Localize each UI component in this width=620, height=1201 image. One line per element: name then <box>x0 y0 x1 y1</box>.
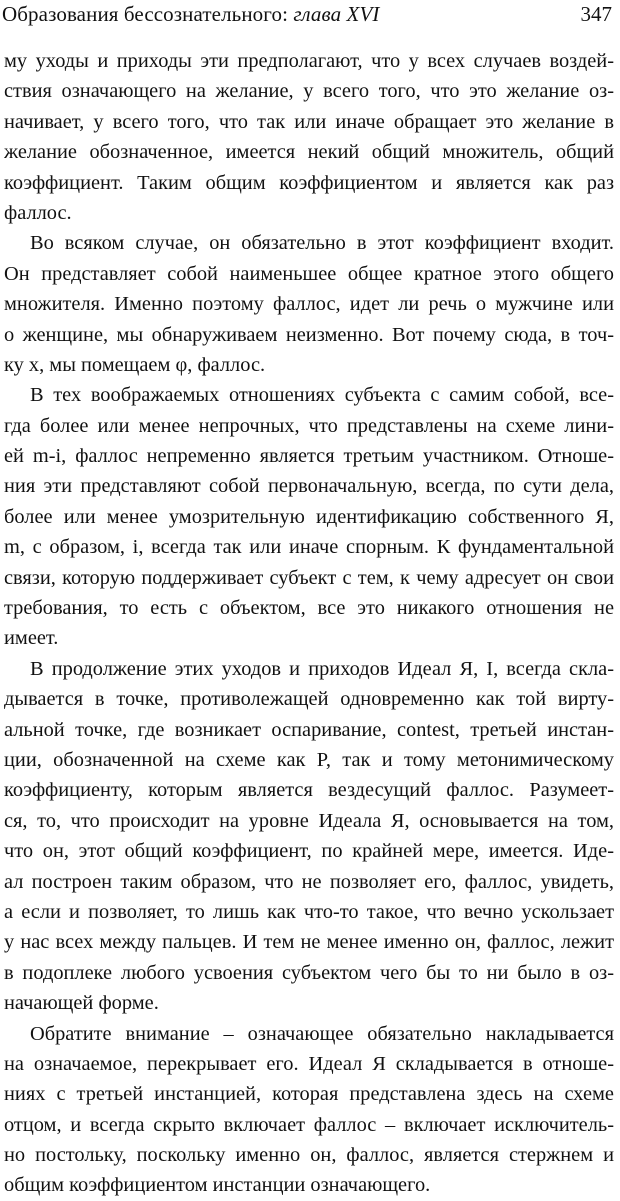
text-line: ал построен таким образом, что не позволяет его, фаллос, увидеть, <box>4 870 614 893</box>
text-line: что он, этот общий коэффициент, по крайней мере, имеется. Иде- <box>4 840 614 863</box>
text-line: Он представляет собой наименьшее общее кратное этого общего <box>4 262 614 285</box>
text-line: ции, обозначенной на схеме как P, так и тому метонимическому <box>4 748 614 771</box>
paragraph <box>4 46 614 228</box>
page-number: 347 <box>580 2 612 26</box>
paragraph <box>4 654 614 1019</box>
text-line: связи, которую поддерживает субъект с тем, к чему адресует он свои <box>4 566 614 589</box>
text-line: но постольку, поскольку именно он, фаллос, является стержнем и <box>4 1144 614 1167</box>
running-head <box>2 2 379 26</box>
running-title: Образования бессознательного: <box>2 2 294 26</box>
text-line: ниях с третьей инстанцией, которая представлена здесь на схеме <box>4 1083 614 1106</box>
paragraph <box>4 380 614 654</box>
text-line: о женщине, мы обнаруживаем неизменно. Вот почему сюда, в точ- <box>4 323 614 346</box>
text-line: коэффициенту, которым является вездесущий фаллос. Разумеет- <box>4 779 614 802</box>
text-line: начающей форме. <box>4 992 159 1015</box>
text-line: гда более или менее непрочных, что представлены на схеме лини- <box>4 414 614 437</box>
text-line: коэффициент. Таким общим коэффициентом и является как раз <box>4 171 614 194</box>
text-line: требования, то есть с объектом, все это никакого отношения не <box>4 597 614 620</box>
text-line: ку x, мы помещаем φ, фаллос. <box>4 353 266 376</box>
text-line: имеет. <box>4 627 59 650</box>
text-line: начивает, у всего того, что так или иначе обращает это желание в <box>4 110 614 133</box>
text-line: m, с образом, i, всегда так или иначе спорным. К фундаментальной <box>4 536 614 559</box>
text-line: а если и позволяет, то лишь как что-то такое, что вечно ускользает <box>4 900 614 923</box>
page-header <box>2 0 614 30</box>
text-line: множителя. Именно поэтому фаллос, идет ли речь о мужчине или <box>4 293 614 316</box>
text-line: ствия означающего на желание, у всего того, что это желание оз- <box>4 80 614 103</box>
text-line: Обратите внимание – означающее обязательно накладывается <box>30 1022 614 1045</box>
body-text <box>4 46 614 1201</box>
text-line: ния эти представляют собой первоначальную, всегда, по сути дела, <box>4 475 614 498</box>
text-line: ся, то, что происходит на уровне Идеала Я, основывается на том, <box>4 809 614 832</box>
text-line: му уходы и приходы эти предполагают, что у всех случаев воздей- <box>4 50 614 72</box>
text-line: В продолжение этих уходов и приходов Идеал Я, I, всегда скла- <box>30 657 614 680</box>
text-line: Во всяком случае, он обязательно в этот коэффициент входит. <box>30 232 614 255</box>
text-line: дывается в точке, противолежащей одновременно как той вирту- <box>4 688 614 711</box>
text-line: в подоплеке любого усвоения субъектом чего бы то ни было в оз- <box>4 961 614 984</box>
text-line: на означаемое, перекрывает его. Идеал Я складывается в отноше- <box>4 1052 614 1075</box>
text-line: ей m-i, фаллос непременно является третьим участником. Отноше- <box>4 445 614 468</box>
paragraph <box>4 1019 614 1201</box>
text-line: общим коэффициентом инстанции означающего. <box>4 1174 431 1197</box>
text-line: желание обозначенное, имеется некий общий множитель, общий <box>4 141 614 164</box>
text-line: более или менее умозрительную идентификацию собственного Я, <box>4 505 614 528</box>
text-line: у нас всех между пальцев. И тем не менее именно он, фаллос, лежит <box>4 931 614 954</box>
text-line: альной точке, где возникает оспаривание, contest, третьей инстан- <box>4 718 614 741</box>
text-line: фаллос. <box>4 201 72 224</box>
running-chapter: глава XVI <box>293 2 380 26</box>
paragraph <box>4 228 614 380</box>
text-line: отцом, и всегда скрыто включает фаллос – включает исключитель- <box>4 1113 614 1136</box>
text-line: В тех воображаемых отношениях субъекта с самим собой, все- <box>30 384 614 407</box>
